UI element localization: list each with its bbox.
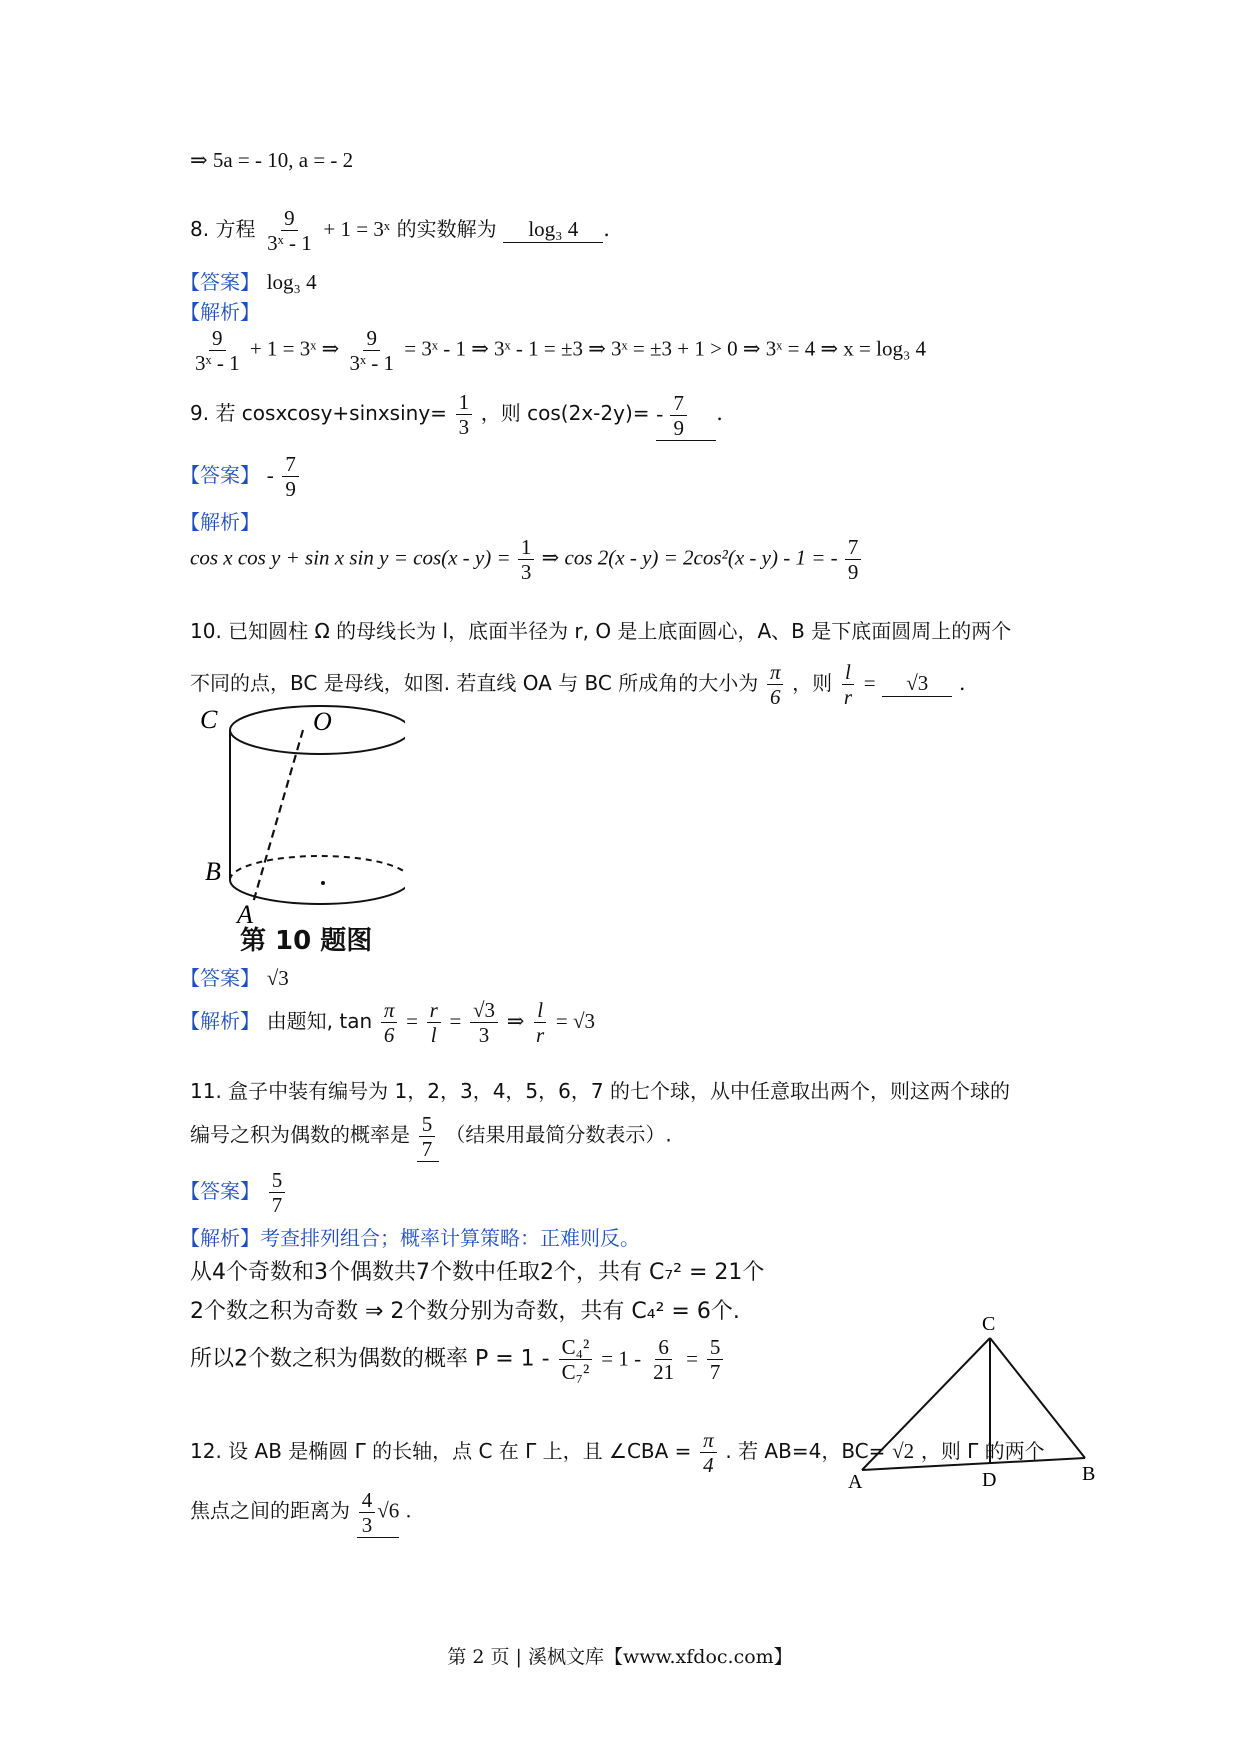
cylinder-figure	[195, 695, 405, 925]
q10-answer-blank: √3	[882, 671, 952, 697]
q11-line2: 编号之积为偶数的概率是 $\frac{5}{7}$ （结果用最简分数表示）.	[190, 1112, 672, 1162]
q8-analysis: $\frac{9}{\text{3ˣ - 1}}$ + 1 = 3ˣ ⇒ $\frac{9}{\text{3ˣ - 1}}$ = 3ˣ - 1 ⇒ 3ˣ - 1 = ±3 ⇒ 3ˣ = ±3 + 1 > 0 ⇒ 3ˣ = 4 ⇒ x = log₃ 4	[195, 326, 927, 376]
q12-answer-blank: $\frac{4}{3}$ √6	[357, 1488, 400, 1538]
q8-answer: log₃ 4	[266, 270, 317, 294]
q10-answer-row: 【答案】 √3	[180, 966, 289, 990]
q8-fraction: $\frac{9}{\text{3ˣ - 1}}$	[267, 206, 312, 256]
fig-label-A: A	[237, 900, 253, 925]
fig-B: B	[1082, 1463, 1096, 1485]
q11-step2: 2个数之积为奇数 ⇒ 2个数分别为奇数，共有 C₄² = 6个.	[190, 1299, 740, 1324]
analysis-label: 【解析】	[180, 300, 260, 324]
q8-suffix: 的实数解为	[396, 217, 497, 242]
q10-line2: 不同的点，BC 是母线，如图. 若直线 OA 与 BC 所成角的大小为 $\frac{\pi}{6}$ ，则 $\frac{l}{r}$ = √3 .	[190, 660, 966, 710]
question-8: 8. 方程 $\frac{9}{\text{3ˣ - 1}}$ + 1 = 3ˣ 的实数解为 log₃ 4 .	[190, 206, 610, 256]
derivation-line: ⇒ 5a = - 10, a = - 2	[190, 148, 354, 172]
q9-answer-row: 【答案】 - $\frac{7}{9}$	[180, 452, 301, 501]
q9-answer-blank: - $\frac{7}{9}$	[656, 391, 716, 441]
q11-step1: 从4个奇数和3个偶数共7个数中任取2个，共有 C₇² = 21个	[190, 1260, 765, 1285]
q11-answer-blank: $\frac{5}{7}$	[417, 1112, 439, 1162]
figure-caption: 第 10 题图	[240, 926, 373, 956]
fig-D: D	[982, 1469, 997, 1490]
q10-line1: 10. 已知圆柱 Ω 的母线长为 l，底面半径为 r, O 是上底面圆心，A、B 是下底面圆周上的两个	[190, 619, 1012, 643]
q8-answer-blank: log₃ 4	[503, 217, 603, 243]
q8-equation-rest: + 1 = 3ˣ	[323, 217, 390, 242]
question-9: 9. 若 cosxcosy+sinxsiny= $\frac{1}{3}$ ，则 cos(2x-2y)= - $\frac{7}{9}$ .	[190, 390, 723, 440]
q11-analysis-header: 【解析】考查排列组合；概率计算策略：正难则反。	[180, 1226, 640, 1250]
q10-analysis: 【解析】 由题知, tan $\frac{\pi}{6}$ = $\frac{r}{l}$ = $\frac{√3}{3}$ ⇒ $\frac{l}{r}$ = √3	[180, 998, 596, 1048]
q8-answer-row	[180, 266, 317, 295]
fig-label-C: C	[200, 705, 218, 734]
fig-A: A	[848, 1471, 863, 1490]
fig-C: C	[982, 1313, 996, 1335]
q11-step3: 所以2个数之积为偶数的概率 P = 1 - $\frac{\text{C₄²}}{\text{C₇²}}$ = 1 - $\frac{6}{21}$ = $\frac{5}{7}$	[190, 1335, 725, 1384]
q9-analysis: cos x cos y + sin x sin y = cos(x - y) = $\frac{1}{3}$ ⇒ cos 2(x - y) = 2cos²(x - y) - 1 = - $\frac{7}{9}$	[190, 535, 863, 584]
q12-line1: 12. 设 AB 是椭圆 Γ 的长轴，点 C 在 Γ 上，且 ∠CBA = $\frac{\pi}{4}$ . 若 AB=4，BC= √2 ，则 Γ 的两个	[190, 1428, 1045, 1478]
q12-line2: 焦点之间的距离为 $\frac{4}{3}$ √6 .	[190, 1488, 412, 1538]
page-footer: 第 2 页 | 溪枫文库【www.xfdoc.com】	[447, 1646, 793, 1668]
answer-label: 【答案】	[180, 270, 260, 294]
q8-prefix: 8. 方程	[190, 217, 256, 242]
q11-answer-row: 【答案】 $\frac{5}{7}$	[180, 1168, 287, 1217]
q11-line1: 11. 盒子中装有编号为 1，2，3，4，5，6，7 的七个球，从中任意取出两个，则这两个球的	[190, 1079, 1010, 1103]
fig-label-B: B	[205, 857, 221, 886]
fig-label-O: O	[313, 707, 332, 736]
q9-analysis-label: 【解析】	[180, 510, 260, 534]
